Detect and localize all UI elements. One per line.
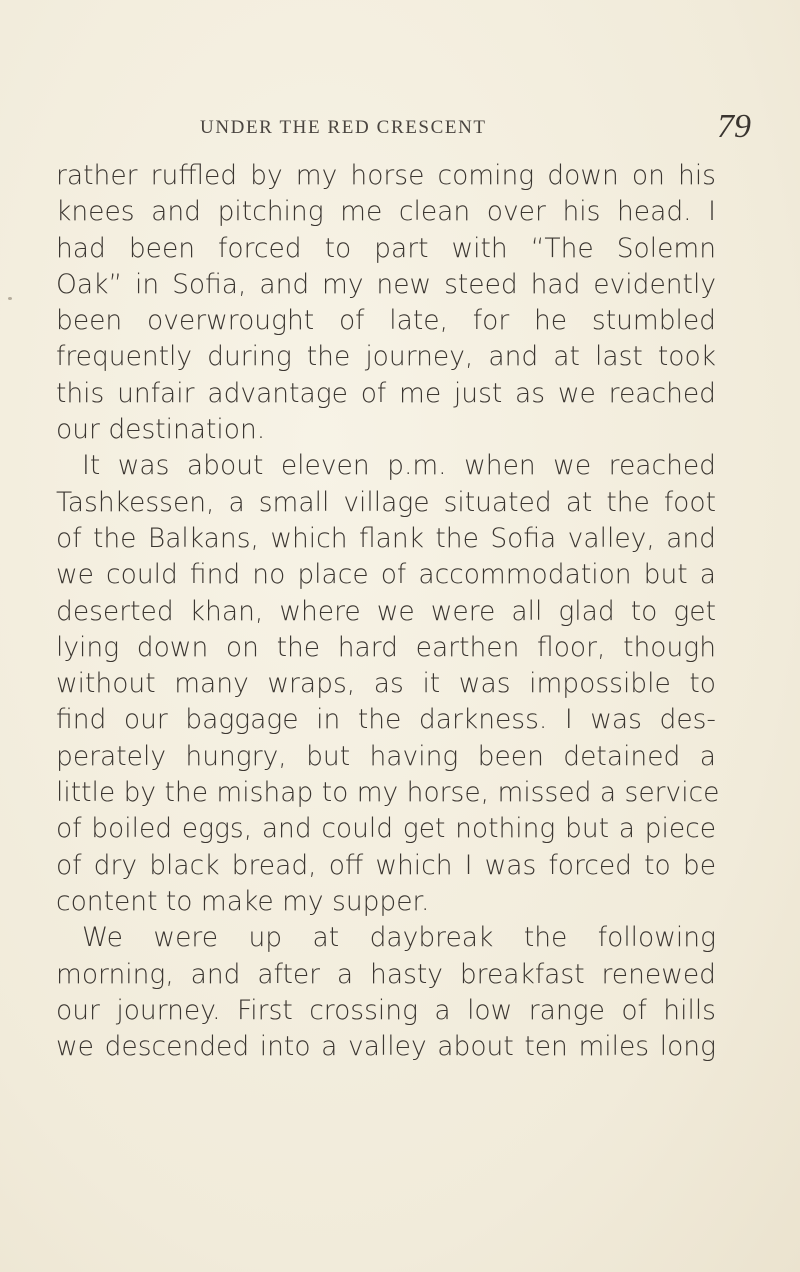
text-line: without many wraps, as it was impossible to	[56, 668, 716, 700]
running-head: UNDER THE RED CRESCENT	[200, 117, 487, 138]
text-line: been overwrought of late, for he stumbled	[56, 305, 716, 337]
text-line: of the Balkans, which flank the Sofia valley, and	[56, 522, 716, 554]
text-line: our journey. First crossing a low range of hills	[56, 994, 716, 1026]
body-text	[56, 158, 720, 1065]
text-line: rather ruffled by my horse coming down on his	[56, 160, 716, 191]
text-line: frequently during the journey, and at last took	[56, 341, 716, 373]
paragraph-start-line: It was about eleven p.m. when we reached	[82, 450, 716, 482]
paper-speck	[8, 297, 12, 300]
page-number: 79	[717, 108, 751, 145]
text-line: of dry black bread, off which I was forced to be	[56, 849, 716, 881]
text-line: of boiled eggs, and could get nothing but a piece	[56, 813, 716, 845]
text-line: lying down on the hard earthen floor, though	[56, 631, 716, 663]
text-line: perately hungry, but having been detained a	[56, 740, 716, 772]
text-line: deserted khan, where we were all glad to get	[56, 595, 716, 627]
text-line: had been forced to part with “The Solemn	[56, 232, 716, 264]
text-line: knees and pitching me clean over his head. I	[56, 196, 716, 228]
text-line: little by the mishap to my horse, missed a service	[56, 777, 720, 809]
text-line: find our baggage in the darkness. I was des-	[56, 704, 716, 736]
text-line: we could find no place of accommodation but a	[56, 559, 716, 591]
text-line: Oak” in Sofia, and my new steed had evidently	[56, 268, 716, 300]
paragraph-start-line: We were up at daybreak the following	[82, 922, 716, 954]
text-line: Tashkessen, a small village situated at the foot	[56, 486, 716, 518]
text-line: this unfair advantage of me just as we reached	[56, 377, 716, 409]
paragraph-end-line: our destination.	[56, 414, 266, 446]
paragraph-end-line: content to make my supper.	[56, 885, 430, 917]
text-line: we descended into a valley about ten miles long	[56, 1031, 716, 1063]
text-line: morning, and after a hasty breakfast renewed	[56, 958, 716, 990]
